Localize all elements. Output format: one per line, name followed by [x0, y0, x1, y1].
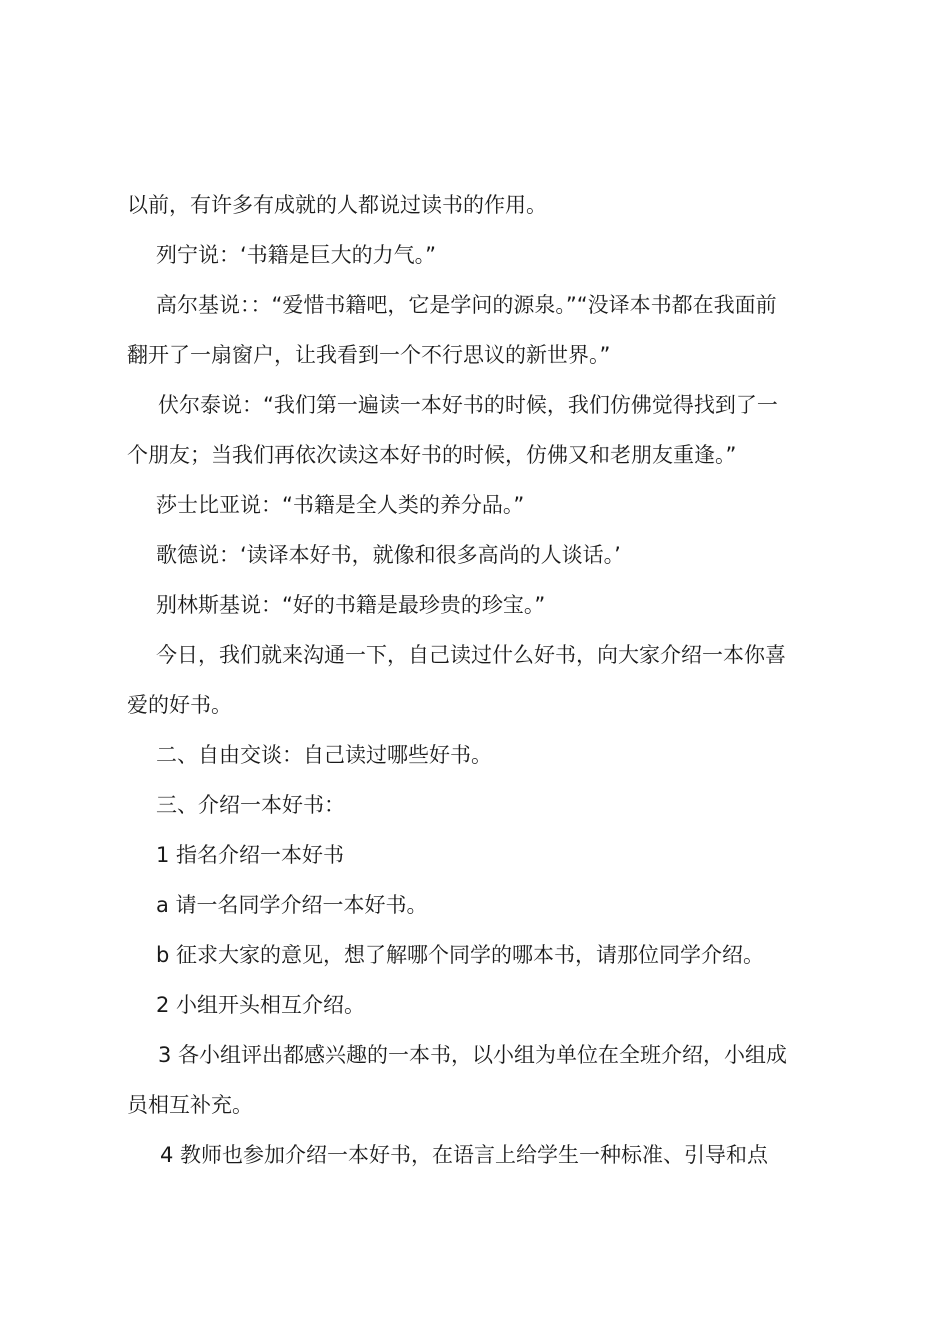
text-line-5: 伏尔泰说：“我们第一遍读一本好书的时候，我们仿佛觉得找到了一	[158, 393, 778, 417]
text-line-8: 歌德说：‘读译本好书，就像和很多高尚的人谈话。’	[156, 543, 621, 567]
text-line-18: 3 各小组评出都感兴趣的一本书，以小组为单位在全班介绍，小组成	[158, 1043, 788, 1067]
text-line-15: a 请一名同学介绍一本好书。	[156, 893, 428, 917]
text-line-7: 莎士比亚说：“书籍是全人类的养分品。”	[156, 493, 525, 517]
text-line-16: b 征求大家的意见，想了解哪个同学的哪本书，请那位同学介绍。	[156, 943, 765, 967]
text-line-4: 翻开了一扇窗户，让我看到一个不行思议的新世界。”	[127, 343, 611, 367]
text-line-11: 爱的好书。	[127, 693, 232, 717]
text-line-6: 个朋友；当我们再依次读这本好书的时候，仿佛又和老朋友重逢。”	[127, 443, 737, 467]
text-line-2: 列宁说：‘书籍是巨大的力气。”	[156, 243, 437, 267]
text-line-1: 以前，有许多有成就的人都说过读书的作用。	[127, 193, 547, 217]
text-line-10: 今日，我们就来沟通一下，自己读过什么好书，向大家介绍一本你喜	[156, 643, 786, 667]
text-line-17: 2 小组开头相互介绍。	[156, 993, 366, 1017]
text-line-3: 高尔基说：：“爱惜书籍吧，它是学问的源泉。”“没译本书都在我面前	[156, 293, 777, 317]
text-line-12: 二、自由交谈：自己读过哪些好书。	[156, 743, 492, 767]
text-line-13: 三、介绍一本好书：	[156, 793, 345, 817]
text-line-19: 员相互补充。	[127, 1093, 253, 1117]
text-line-14: 1 指名介绍一本好书	[156, 843, 345, 867]
text-line-9: 别林斯基说：“好的书籍是最珍贵的珍宝。”	[156, 593, 546, 617]
text-line-20: 4 教师也参加介绍一本好书，在语言上给学生一种标准、引导和点	[160, 1143, 769, 1167]
